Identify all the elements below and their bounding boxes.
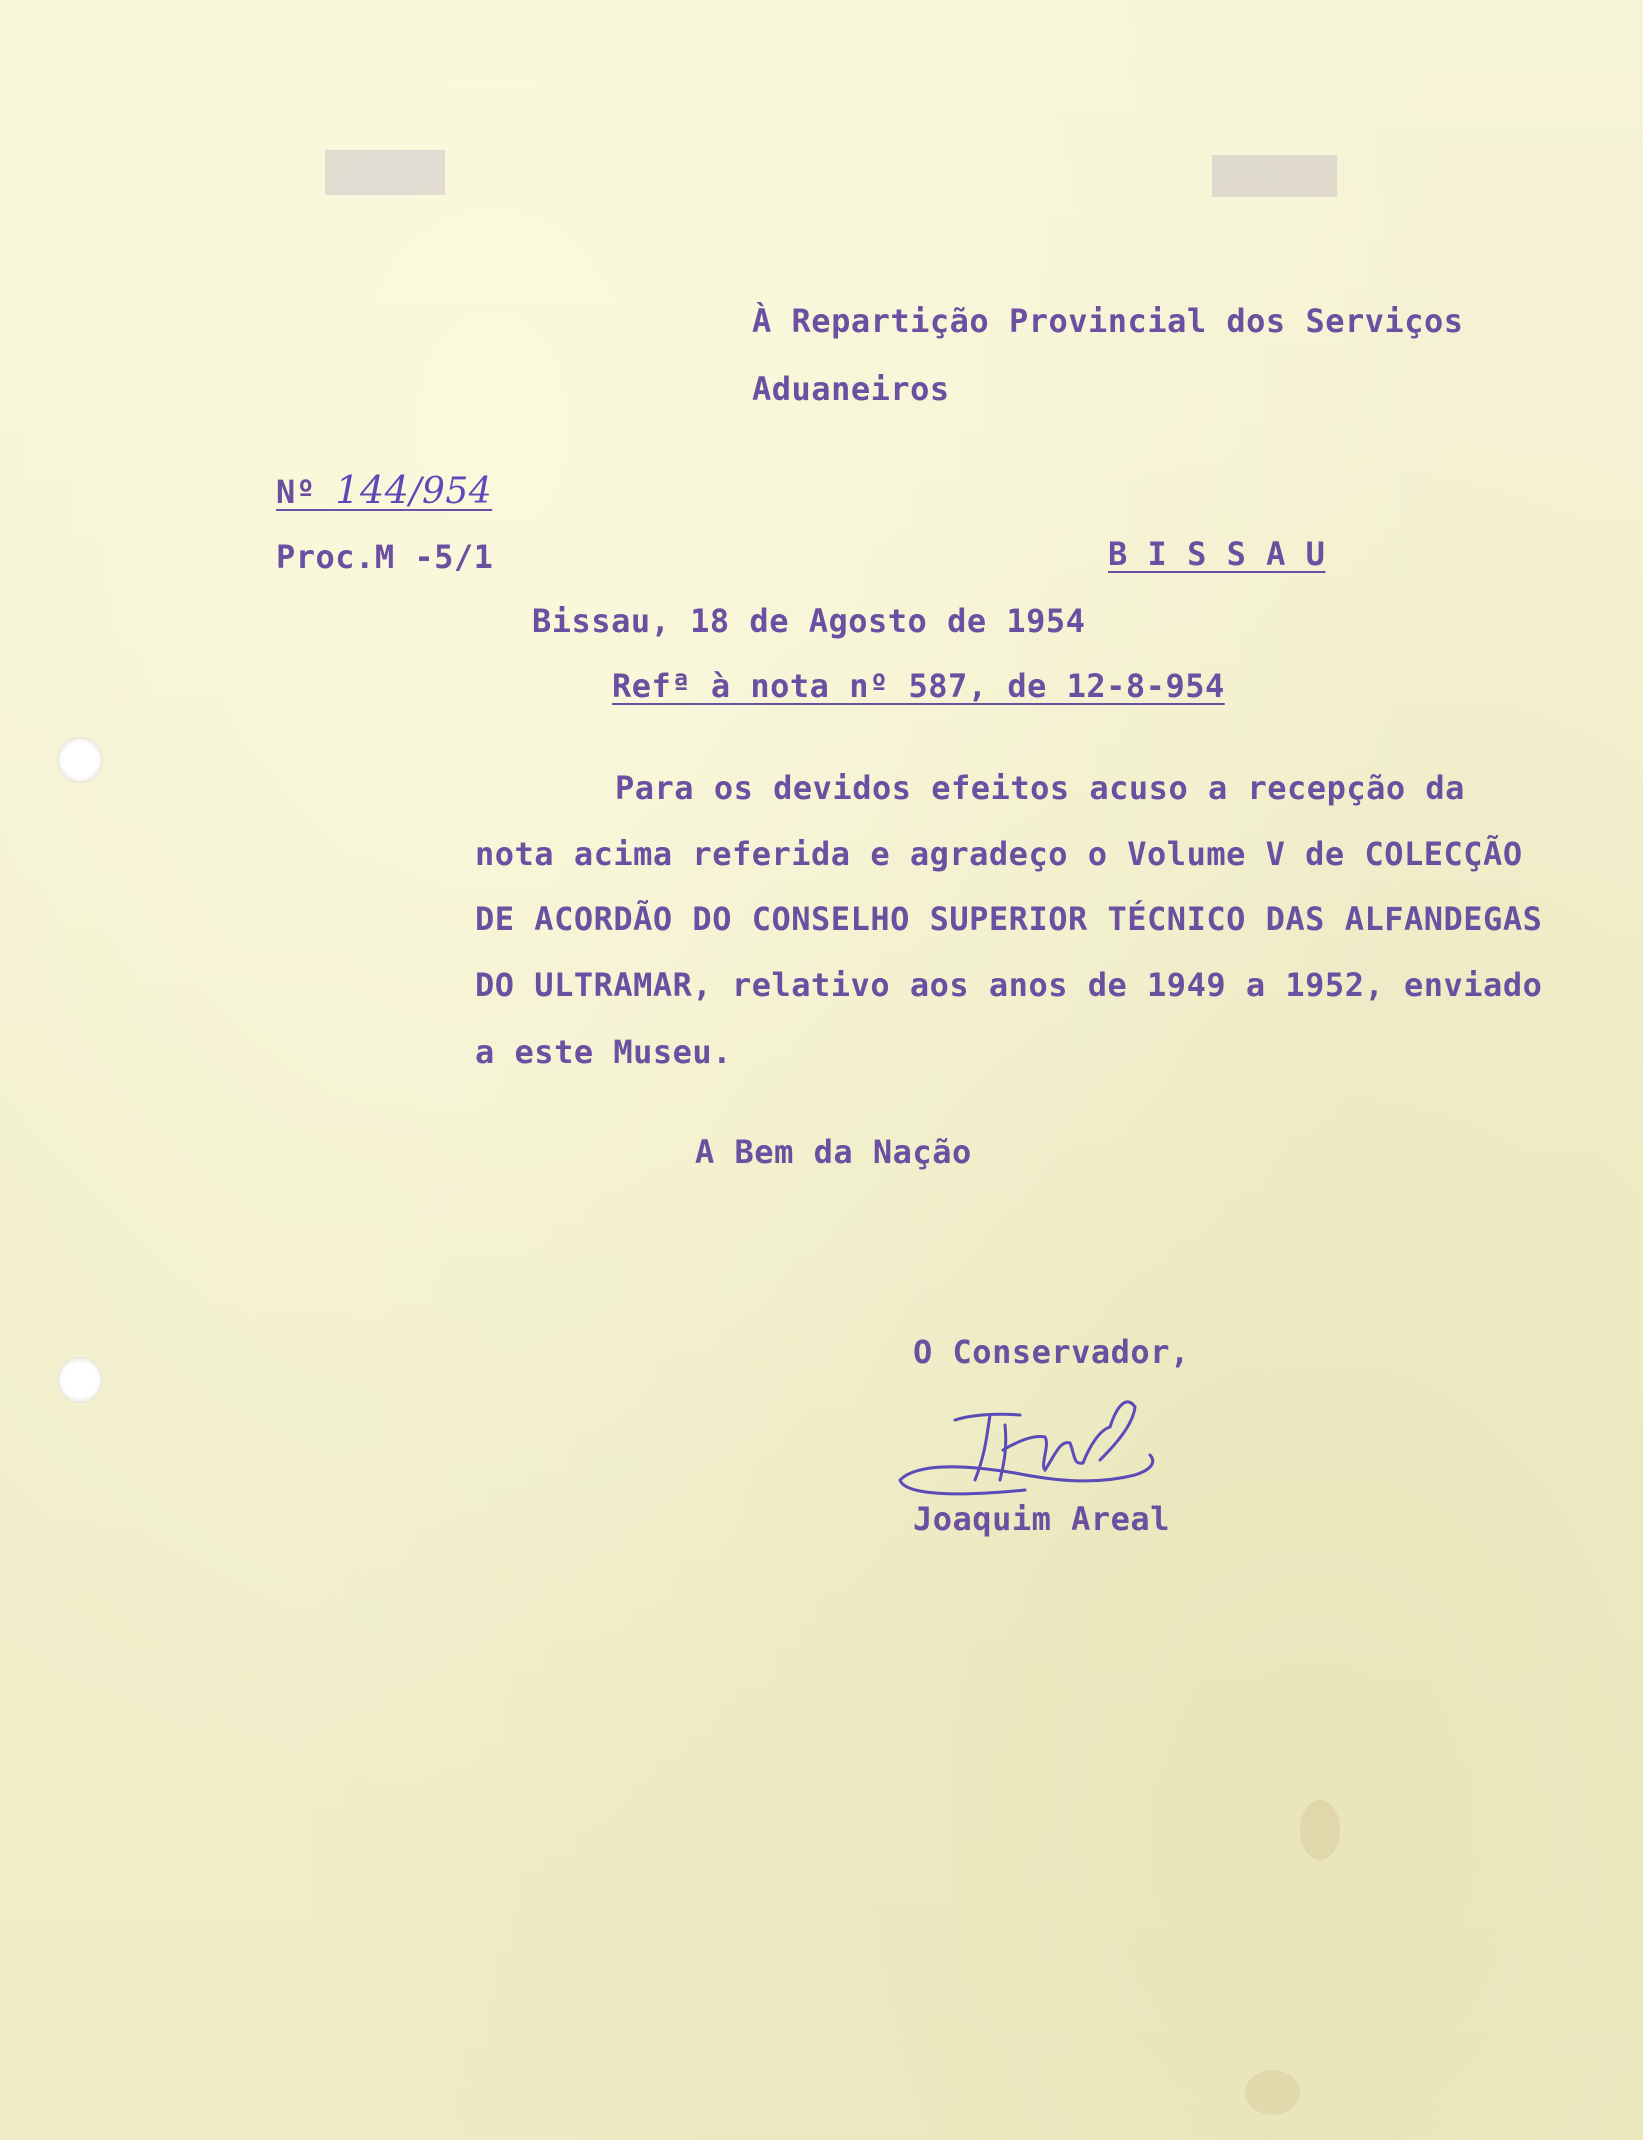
body-line-2: nota acima referida e agradeço o Volume V de COLECÇÃO — [475, 835, 1523, 873]
body-line-5: a este Museu. — [475, 1033, 732, 1071]
reference-note: Refª à nota nº 587, de 12-8-954 — [612, 667, 1225, 705]
body-line-1: Para os devidos efeitos acuso a recepção da — [615, 769, 1465, 807]
ink-smudge-left — [325, 150, 445, 195]
ink-smudge-right — [1212, 155, 1337, 197]
addressee-line-1: À Repartição Provincial dos Serviços — [752, 302, 1464, 340]
date-line: Bissau, 18 de Agosto de 1954 — [532, 602, 1086, 640]
number-suffix: /954 — [409, 471, 493, 512]
process-reference: Proc.M -5/1 — [276, 538, 494, 576]
punch-hole-upper — [57, 737, 103, 783]
number-handwritten: 144 — [335, 468, 410, 512]
document-number — [276, 468, 492, 512]
body-line-3: DE ACORDÃO DO CONSELHO SUPERIOR TÉCNICO DAS ALFANDEGAS — [475, 900, 1543, 938]
stain-bottom-right — [1245, 2070, 1300, 2115]
addressee-line-2: Aduaneiros — [752, 370, 950, 408]
number-prefix: Nº — [276, 473, 316, 511]
handwritten-signature — [895, 1385, 1165, 1505]
signatory-name: Joaquim Areal — [913, 1500, 1170, 1538]
signatory-title: O Conservador, — [913, 1333, 1190, 1371]
city-heading: B I S S A U — [1108, 535, 1326, 573]
closing-salutation: A Bem da Nação — [695, 1133, 972, 1171]
body-line-4: DO ULTRAMAR, relativo aos anos de 1949 a 1952, enviado — [475, 966, 1543, 1004]
punch-hole-lower — [57, 1357, 103, 1403]
stain-lower-right — [1300, 1800, 1340, 1860]
